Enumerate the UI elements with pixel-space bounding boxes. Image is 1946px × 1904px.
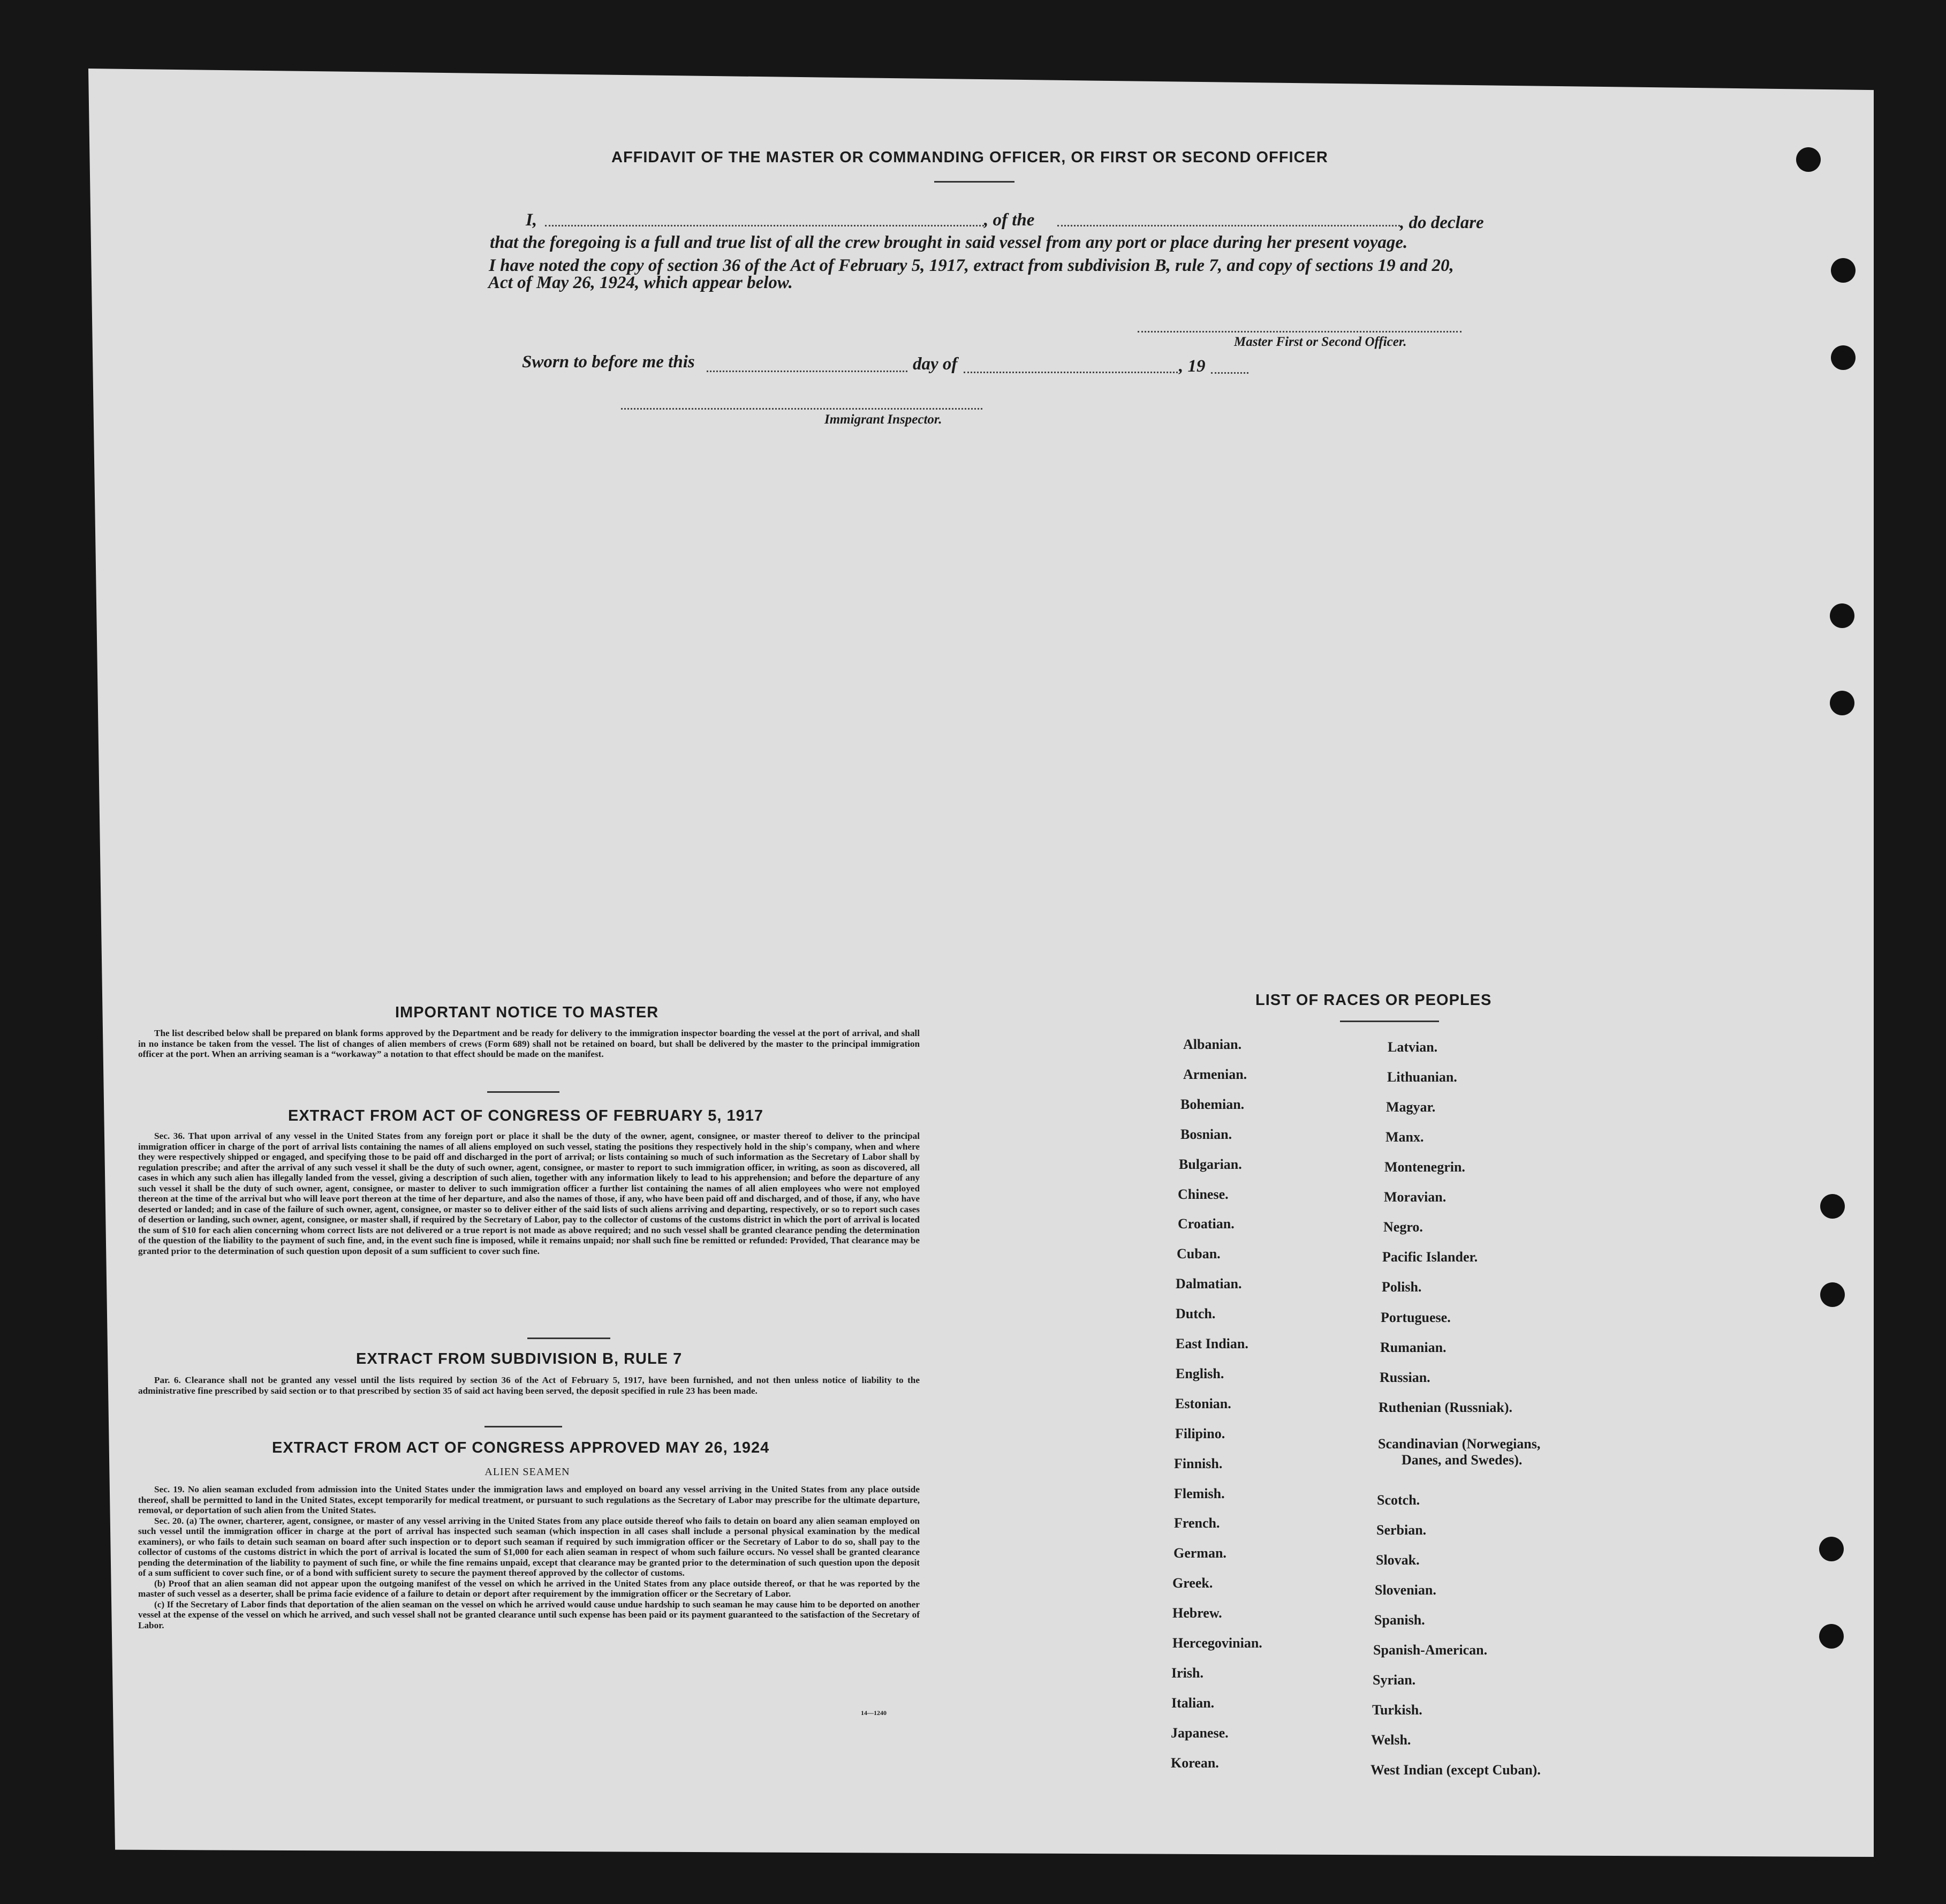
race-item: Slovenian. <box>1375 1582 1436 1598</box>
par-6-paragraph: Par. 6. Clearance shall not be granted any vessel until the lists required by section 36 of the Act of February 5, 1917, have been furnished, and not then unless notice of liability to the administrative fine prescribed by said section or to that prescribed by section 35 of said act having been served, the deposit specified in rule 23 has been made. <box>138 1375 920 1396</box>
races-title: LIST OF RACES OR PEOPLES <box>1255 992 1492 1009</box>
punch-hole <box>1820 1194 1845 1219</box>
races-rule <box>1340 1021 1439 1022</box>
extract-1917-rule <box>527 1338 610 1339</box>
notice-paragraph: The list described below shall be prepared on blank forms approved by the Department and be ready for delivery to the immigration inspector boarding the vessel at the port of arrival, and shall in no instance be taken from the vessel. The list of changes of alien members of crews (Form 689) shall not be retained on board, but shall be delivered by the master to the principal immigration officer at the port. When an arriving seaman is a “workaway” a notation to that effect should be made on the manifest. <box>138 1028 920 1059</box>
race-item: Moravian. <box>1384 1189 1447 1205</box>
declaration-line-3: I have noted the copy of section 36 of the Act of February 5, 1917, extract from subdivision B, rule 7, and copy of sections 19 and 20, <box>489 256 1454 275</box>
race-item: Russian. <box>1380 1370 1430 1385</box>
sec-20b-paragraph: (b) Proof that an alien seaman did not appear upon the outgoing manifest of the vessel on which he arrived in the United States from any place outside thereof, or that he was reported by the master of such vessel as a deserter, shall be prima facie evidence of a failure to detain or deport after requirement by the immigration officer or the Secretary of Labor. <box>138 1578 920 1599</box>
punch-hole <box>1830 603 1854 628</box>
race-item: Scandinavian (Norwegians, <box>1378 1436 1541 1452</box>
race-item: Serbian. <box>1376 1522 1427 1538</box>
race-item: Estonian. <box>1175 1395 1231 1411</box>
master-signature-field[interactable] <box>1138 331 1462 333</box>
day-of-label: day of <box>913 354 958 374</box>
race-item: Bulgarian. <box>1179 1156 1242 1172</box>
punch-hole <box>1819 1537 1844 1561</box>
race-item: Polish. <box>1382 1279 1422 1295</box>
declarant-label: I, <box>526 210 537 230</box>
inspector-signature-field[interactable] <box>621 408 982 410</box>
sworn-month-field[interactable] <box>964 372 1178 373</box>
race-item: Slovak. <box>1376 1552 1420 1568</box>
punch-hole <box>1831 258 1856 283</box>
sworn-label: Sworn to before me this <box>522 352 695 372</box>
race-item: Dutch. <box>1176 1306 1216 1322</box>
inspector-signature-label: Immigrant Inspector. <box>824 412 942 427</box>
sec-36-paragraph: Sec. 36. That upon arrival of any vessel in the United States from any foreign port or place it shall be the duty of the owner, agent, consignee, or master thereof to deliver to the principal immigration officer in charge of the port of arrival lists containing the names of all aliens employed on such vessel, stating the positions they respectively hold in the ship's company, when and where they were respectively shipped or engaged, and specifying those to be paid off and discharged in the port of arrival; or lists containing so much of such information as the Secretary of Labor shall by regulation prescribe; and after the arrival of any such vessel it shall be the duty of such owner, agent, consignee, or master to report to such immigration officer, in writing, as soon as discovered, all cases in which any such alien has illegally landed from the vessel, giving a description of such alien, together with any information likely to lead to his apprehension; and before the departure of any such vessel it shall be the duty of such owner, agent, consignee, or master to deliver to such immigration officer a further list containing the names of all alien employees who were not employed thereon at the time of the arrival but who will leave port thereon at the time of her departure, and also the names of those, if any, who have been paid off and discharged, and of those, if any, who have deserted or landed; and in case of the failure of such owner, agent, consignee, or master so to deliver either of the said lists of such aliens arriving and departing, respectively, or so to report such cases of desertion or landing, such owner, agent, consignee, or master shall, if required by the Secretary of Labor, pay to the collector of customs of the customs district in which the port of arrival is located the sum of $10 for each alien concerning whom correct lists are not delivered or a true report is not made as above required; and no such vessel shall be granted clearance pending the determination of the question of the liability to the payment of such fine, and, in the event such fine is imposed, while it remains unpaid; nor shall such fine be remitted or refunded: Provided, That clearance may be granted prior to the determination of such question upon deposit of a sum sufficient to cover such fine. <box>138 1131 920 1256</box>
race-item: Korean. <box>1171 1755 1219 1771</box>
race-item: Portuguese. <box>1381 1310 1451 1325</box>
declaration-line-2: that the foregoing is a full and true list of all the crew brought in said vessel from any port or place during her present voyage. <box>490 233 1408 252</box>
alien-seamen-subtitle: ALIEN SEAMEN <box>484 1466 570 1478</box>
title-rule <box>934 181 1014 183</box>
form-code: 14—1240 <box>861 1709 887 1717</box>
race-item: Hebrew. <box>1172 1605 1222 1621</box>
race-item: Rumanian. <box>1380 1340 1447 1355</box>
race-item-continuation: Danes, and Swedes). <box>1402 1452 1523 1468</box>
subdivision-text <box>138 1375 920 1396</box>
subdivision-title: EXTRACT FROM SUBDIVISION B, RULE 7 <box>356 1350 683 1367</box>
punch-hole <box>1831 345 1856 370</box>
race-item: Bosnian. <box>1180 1126 1232 1142</box>
notice-rule <box>487 1091 559 1093</box>
sec-20c-paragraph: (c) If the Secretary of Labor finds that deportation of the alien seaman on the vessel on which he arrived would cause undue hardship to such seaman he may cause him to be deported on another vessel at the expense of the vessel on which he arrived, and such vessel shall not be granted clearance until such expense has been paid or its payment guaranteed to the satisfaction of the Secretary of Labor. <box>138 1599 920 1630</box>
race-item: Turkish. <box>1372 1702 1422 1718</box>
race-item: Japanese. <box>1171 1725 1229 1741</box>
notice-text <box>138 1028 920 1060</box>
do-declare-label: , do declare <box>1400 213 1484 232</box>
extract-1924-title: EXTRACT FROM ACT OF CONGRESS APPROVED MAY 26, 1924 <box>272 1439 770 1456</box>
race-item: Filipino. <box>1175 1425 1225 1441</box>
declarant-name-field[interactable] <box>545 225 984 226</box>
declaration-line-4: Act of May 26, 1924, which appear below. <box>488 273 793 292</box>
extract-1924-text <box>138 1484 920 1630</box>
sworn-day-field[interactable] <box>707 371 907 372</box>
race-item: Welsh. <box>1371 1732 1411 1748</box>
race-item: Irish. <box>1171 1665 1203 1681</box>
punch-hole <box>1820 1282 1845 1307</box>
year-prefix-label: , 19 <box>1179 357 1206 376</box>
race-item: West Indian (except Cuban). <box>1370 1762 1541 1778</box>
punch-hole <box>1796 147 1821 172</box>
race-item: Ruthenian (Russniak). <box>1379 1400 1512 1415</box>
race-item: French. <box>1174 1515 1220 1531</box>
race-item: Italian. <box>1171 1695 1215 1711</box>
race-item: Magyar. <box>1386 1099 1436 1115</box>
race-item: Scotch. <box>1377 1492 1420 1508</box>
sec-20a-paragraph: Sec. 20. (a) The owner, charterer, agent, consignee, or master of any vessel arriving in the United States from any place outside thereof who fails to detain on board any alien seaman employed on such vessel until the immigration officer in charge at the port of arrival has inspected such seaman (which inspection in all cases shall include a personal physical examination by the medical examiners), or who fails to detain such seaman on board after such inspection or to deport such seaman if required by such immigration officer or the Secretary of Labor to do so, shall pay to the collector of customs of the customs district in which the port of arrival is located the sum of $1,000 for each alien seaman in respect of whom such failure occurs. No vessel shall be granted clearance pending the determination of the liability to payment of such fine, or while the fine remains unpaid, except that clearance may be granted prior to the determination of such question upon the deposit of a sum sufficient to cover such fine, or of a bond with sufficient surety to secure the payment thereof approved by the collector of customs. <box>138 1515 920 1578</box>
vessel-name-field[interactable] <box>1057 225 1400 226</box>
race-item: Hercegovinian. <box>1172 1635 1262 1651</box>
race-item: English. <box>1176 1365 1224 1381</box>
race-item: Syrian. <box>1373 1672 1416 1688</box>
race-item: Pacific Islander. <box>1382 1249 1478 1265</box>
extract-1917-text <box>138 1131 920 1256</box>
race-item: Bohemian. <box>1180 1096 1245 1112</box>
subdivision-rule <box>484 1426 562 1427</box>
punch-hole <box>1819 1624 1844 1649</box>
race-item: Albanian. <box>1183 1037 1242 1052</box>
race-item: Montenegrin. <box>1384 1159 1465 1175</box>
notice-title: IMPORTANT NOTICE TO MASTER <box>395 1004 659 1021</box>
race-item: Spanish. <box>1374 1612 1425 1628</box>
race-item: Dalmatian. <box>1176 1276 1242 1292</box>
punch-hole <box>1830 691 1854 715</box>
affidavit-title: AFFIDAVIT OF THE MASTER OR COMMANDING OFFICER, OR FIRST OR SECOND OFFICER <box>611 149 1328 166</box>
race-item: Flemish. <box>1174 1485 1225 1501</box>
race-item: Manx. <box>1385 1129 1424 1145</box>
race-item: Cuban. <box>1177 1246 1221 1262</box>
race-item: East Indian. <box>1176 1336 1248 1351</box>
race-item: Finnish. <box>1174 1455 1223 1471</box>
sworn-year-field[interactable] <box>1211 372 1248 374</box>
race-item: Negro. <box>1383 1219 1423 1235</box>
master-signature-label: Master First or Second Officer. <box>1234 335 1407 349</box>
race-item: Latvian. <box>1388 1039 1438 1055</box>
sec-19-paragraph: Sec. 19. No alien seaman excluded from admission into the United States under the immigration laws and employed on board any vessel arriving in the United States from any place outside thereof, shall be permitted to land in the United States, except temporarily for medical treatment, or pursuant to such regulations as the Secretary of Labor may prescribe for the ultimate departure, removal, or deportation of such alien from the United States. <box>138 1484 920 1515</box>
extract-1917-title: EXTRACT FROM ACT OF CONGRESS OF FEBRUARY 5, 1917 <box>288 1107 764 1124</box>
race-item: German. <box>1173 1545 1226 1561</box>
race-item: Lithuanian. <box>1387 1069 1457 1085</box>
race-item: Armenian. <box>1183 1066 1247 1082</box>
of-the-label: , of the <box>984 210 1035 230</box>
race-item: Greek. <box>1172 1575 1213 1591</box>
race-item: Chinese. <box>1178 1186 1229 1202</box>
race-item: Spanish-American. <box>1373 1642 1488 1658</box>
race-item: Croatian. <box>1178 1216 1235 1232</box>
